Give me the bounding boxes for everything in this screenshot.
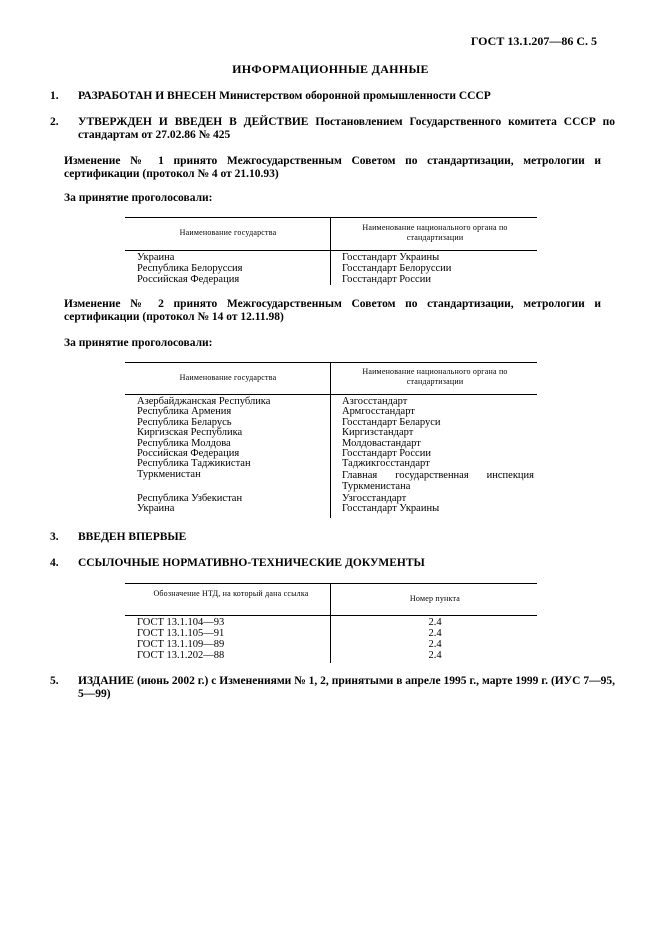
state-cell: Республика Белоруссия — [137, 263, 243, 274]
state-cell: Республика Беларусь — [137, 416, 232, 428]
page-title: ИНФОРМАЦИОННЫЕ ДАННЫЕ — [232, 62, 429, 76]
body-cell: Узгосстандарт — [342, 493, 407, 504]
body-cell: Госстандарт Украины — [342, 252, 440, 263]
item-4 — [50, 557, 615, 570]
item-5 — [50, 675, 615, 701]
body-cell: Киргизстандарт — [342, 427, 414, 439]
item-number: 4. — [50, 557, 59, 569]
state-cell: Республика Армения — [137, 406, 232, 418]
column-divider — [330, 217, 331, 285]
item-1 — [50, 90, 615, 103]
item-text: УТВЕРЖДЕН И ВВЕДЕН В ДЕЙСТВИЕ Постановлением Государственного комитета СССР по стандартам от 27.02.86 № 425 — [78, 116, 615, 141]
state-cell: Российская Федерация — [137, 448, 240, 459]
column-divider — [330, 583, 331, 663]
body-cell: Таджикгосстандарт — [342, 458, 430, 470]
state-cell: Украина — [137, 252, 175, 263]
body-cell: Главная государственная инспекция Туркменистана — [342, 469, 534, 493]
state-cell: Туркменистан — [137, 468, 201, 480]
body-cell: Азгосстандарт — [342, 396, 408, 407]
doc-cell: ГОСТ 13.1.105—91 — [137, 628, 225, 639]
item-text: ИЗДАНИЕ (июнь 2002 г.) с Изменениями № 1, 2, принятыми в апреле 1995 г., марте 1999 г. (ИУС 7—95, 5—99) — [78, 675, 615, 700]
column-header-doc: Обозначение НТД, на который дана ссылка — [153, 589, 309, 598]
body-cell: Молдовастандарт — [342, 437, 421, 449]
item-cell: 2.4 — [428, 617, 442, 628]
state-cell: Российская Федерация — [137, 274, 240, 285]
doc-cell: ГОСТ 13.1.109—89 — [137, 639, 225, 650]
item-number: 5. — [50, 675, 59, 687]
body-cell: Армгосстандарт — [342, 406, 415, 418]
column-header-state: Наименование государства — [179, 228, 277, 237]
item-text: ВВЕДЕН ВПЕРВЫЕ — [78, 531, 187, 543]
state-cell: Республика Узбекистан — [137, 493, 243, 504]
page-header: ГОСТ 13.1.207—86 С. 5 — [470, 34, 597, 48]
item-cell: 2.4 — [428, 650, 442, 661]
body-cell: Госстандарт России — [342, 448, 431, 459]
item-number: 3. — [50, 531, 59, 543]
state-cell: Республика Таджикистан — [137, 458, 251, 470]
vote-label-2: За принятие проголосовали: — [64, 337, 213, 349]
doc-cell: ГОСТ 13.1.104—93 — [137, 617, 225, 628]
column-header-item: Номер пункта — [409, 594, 461, 603]
item-cell: 2.4 — [428, 639, 442, 650]
column-header-state: Наименование государства — [179, 373, 277, 382]
item-number: 2. — [50, 116, 59, 128]
item-text: РАЗРАБОТАН И ВНЕСЕН Министерством оборонной промышленности СССР — [78, 90, 491, 102]
table-top-rule — [125, 362, 537, 363]
column-header-body: Наименование национального органа по стандартизации — [362, 223, 508, 242]
item-number: 1. — [50, 90, 59, 102]
amendment-1-text: Изменение № 1 принято Межгосударственным Советом по стандартизации, метрологии и сертификации (протокол № 4 от 21.10.93) — [64, 155, 601, 180]
body-cell: Госстандарт Украины — [342, 503, 440, 515]
table-header-rule — [125, 250, 537, 251]
doc-cell: ГОСТ 13.1.202—88 — [137, 650, 225, 661]
item-2 — [50, 116, 615, 142]
state-cell: Украина — [137, 503, 175, 515]
item-text: ССЫЛОЧНЫЕ НОРМАТИВНО-ТЕХНИЧЕСКИЕ ДОКУМЕНТЫ — [78, 557, 425, 569]
state-cell: Киргизская Республика — [137, 427, 243, 439]
table-top-rule — [125, 583, 537, 584]
body-cell: Госстандарт Белоруссии — [342, 263, 452, 274]
state-cell: Азербайджанская Республика — [137, 396, 271, 407]
item-cell: 2.4 — [428, 628, 442, 639]
body-cell: Госстандарт России — [342, 274, 431, 285]
item-3 — [50, 531, 615, 544]
column-header-body: Наименование национального органа по стандартизации — [362, 367, 508, 386]
body-cell: Госстандарт Беларуси — [342, 416, 441, 428]
table-top-rule — [125, 217, 537, 218]
amendment-2-text: Изменение № 2 принято Межгосударственным Советом по стандартизации, метрологии и сертификации (протокол № 14 от 12.11.98) — [64, 298, 601, 323]
state-cell: Республика Молдова — [137, 437, 231, 449]
table-header-rule — [125, 615, 537, 616]
table-header-rule — [125, 394, 537, 395]
column-divider — [330, 362, 331, 518]
vote-label-1: За принятие проголосовали: — [64, 192, 213, 204]
